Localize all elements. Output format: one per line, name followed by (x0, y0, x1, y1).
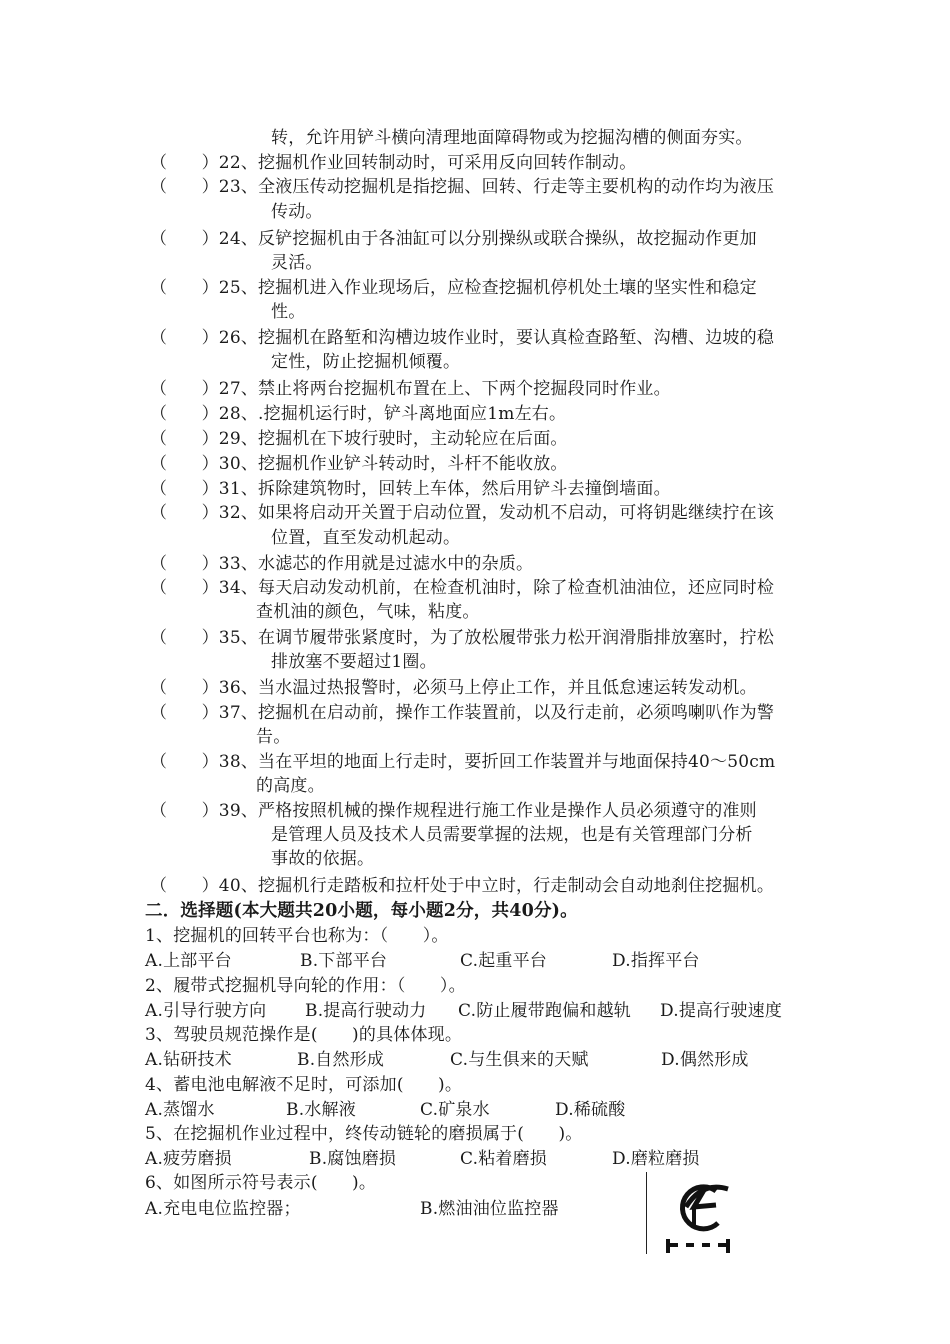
question-stem: 3、驾驶员规范操作是( )的具体体现。 (145, 1025, 463, 1045)
question-stem: 6、如图所示符号表示( )。 (145, 1173, 377, 1193)
question-stem: 1、挖掘机的回转平台也称为：（ ）。 (145, 926, 449, 946)
judgment-line: 排放塞不要超过1圈。 (271, 652, 437, 672)
judgment-line: 灵活。 (271, 253, 323, 273)
judgment-line: 告。 (256, 727, 291, 747)
judgment-line: （ ）29、挖掘机在下坡行驶时，主动轮应在后面。 (150, 429, 568, 449)
option-b: B.燃油油位监控器 (420, 1199, 559, 1219)
option-b: B.水解液 (286, 1100, 356, 1120)
judgment-line: 的高度。 (256, 776, 325, 796)
option-b: B.腐蚀磨损 (309, 1149, 397, 1169)
option-c: C.粘着磨损 (460, 1149, 548, 1169)
judgment-line: （ ）39、严格按照机械的操作规程进行施工作业是操作人员必须遵守的准则 (150, 801, 757, 821)
judgment-line: （ ）34、每天启动发动机前，在检查机油时，除了检查机油油位，还应同时检 (150, 578, 775, 598)
question-stem: 5、在挖掘机作业过程中，终传动链轮的磨损属于( )。 (145, 1124, 583, 1144)
judgment-line: 性。 (271, 302, 306, 322)
option-b: B.自然形成 (297, 1050, 385, 1070)
judgment-line: （ ）22、挖掘机作业回转制动时，可采用反向回转作制动。 (150, 153, 637, 173)
judgment-line: （ ）23、全液压传动挖掘机是指挖掘、回转、行走等主要机构的动作均为液压 (150, 177, 775, 197)
section-title: 二．选择题(本大题共20小题，每小题2分，共40分)。 (145, 901, 578, 921)
option-a: A.钻研技术 (145, 1050, 232, 1070)
judgment-line: （ ）32、如果将启动开关置于启动位置，发动机不启动，可将钥匙继续拧在该 (150, 503, 775, 523)
option-c: C.矿泉水 (420, 1100, 490, 1120)
option-b: B.提高行驶动力 (305, 1001, 427, 1021)
judgment-line: （ ）36、当水温过热报警时，必须马上停止工作，并且低怠速运转发动机。 (150, 678, 757, 698)
judgment-line: 事故的依据。 (271, 849, 375, 869)
judgment-line: （ ）31、拆除建筑物时，回转上车体，然后用铲斗去撞倒墙面。 (150, 479, 671, 499)
option-a: A.蒸馏水 (145, 1100, 215, 1120)
option-a: A.引导行驶方向 (145, 1001, 267, 1021)
option-c: C.起重平台 (460, 951, 548, 971)
judgment-line: （ ）26、挖掘机在路堑和沟槽边坡作业时，要认真检查路堑、沟槽、边坡的稳 (150, 328, 775, 348)
judgment-line: （ ）38、当在平坦的地面上行走时，要折回工作装置并与地面保持40～50cm (150, 752, 776, 772)
option-b: B.下部平台 (300, 951, 388, 971)
judgment-line: 转，允许用铲斗横向清理地面障碍物或为挖掘沟槽的侧面夯实。 (271, 128, 753, 148)
option-a: A.疲劳磨损 (145, 1149, 232, 1169)
option-c: C.与生俱来的天赋 (450, 1050, 589, 1070)
option-a: A.上部平台 (145, 951, 232, 971)
judgment-line: 查机油的颜色，气味，粘度。 (256, 602, 480, 622)
option-d: D.提高行驶速度 (660, 1001, 783, 1021)
figure-divider (646, 1172, 647, 1254)
judgment-line: （ ）30、挖掘机作业铲斗转动时，斗杆不能收放。 (150, 454, 568, 474)
judgment-line: （ ）27、禁止将两台挖掘机布置在上、下两个挖掘段同时作业。 (150, 379, 671, 399)
option-a: A.充电电位监控器； (145, 1199, 301, 1219)
judgment-line: （ ）35、在调节履带张紧度时，为了放松履带张力松开润滑脂排放塞时，拧松 (150, 628, 775, 648)
question-stem: 4、蓄电池电解液不足时，可添加( )。 (145, 1075, 463, 1095)
judgment-line: 位置，直至发动机起动。 (271, 528, 461, 548)
judgment-line: 定性，防止挖掘机倾覆。 (271, 352, 461, 372)
judgment-line: （ ）24、反铲挖掘机由于各油缸可以分别操纵或联合操纵，故挖掘动作更加 (150, 229, 757, 249)
option-d: D.指挥平台 (612, 951, 700, 971)
question-stem: 2、履带式挖掘机导向轮的作用：（ ）。 (145, 976, 466, 996)
fuel-level-monitor-symbol-icon (664, 1175, 734, 1255)
judgment-line: （ ）40、挖掘机行走踏板和拉杆处于中立时，行走制动会自动地刹住挖掘机。 (150, 876, 775, 896)
judgment-line: （ ）33、水滤芯的作用就是过滤水中的杂质。 (150, 554, 534, 574)
option-d: D.偶然形成 (661, 1050, 749, 1070)
judgment-line: 是管理人员及技术人员需要掌握的法规，也是有关管理部门分析 (271, 825, 753, 845)
option-d: D.稀硫酸 (555, 1100, 626, 1120)
judgment-line: （ ）28、.挖掘机运行时，铲斗离地面应1m左右。 (150, 404, 567, 424)
judgment-line: 传动。 (271, 202, 323, 222)
option-c: C.防止履带跑偏和越轨 (458, 1001, 632, 1021)
judgment-line: （ ）25、挖掘机进入作业现场后，应检查挖掘机停机处土壤的坚实性和稳定 (150, 278, 757, 298)
option-d: D.磨粒磨损 (612, 1149, 700, 1169)
judgment-line: （ ）37、挖掘机在启动前，操作工作装置前，以及行走前，必须鸣喇叭作为警 (150, 703, 775, 723)
